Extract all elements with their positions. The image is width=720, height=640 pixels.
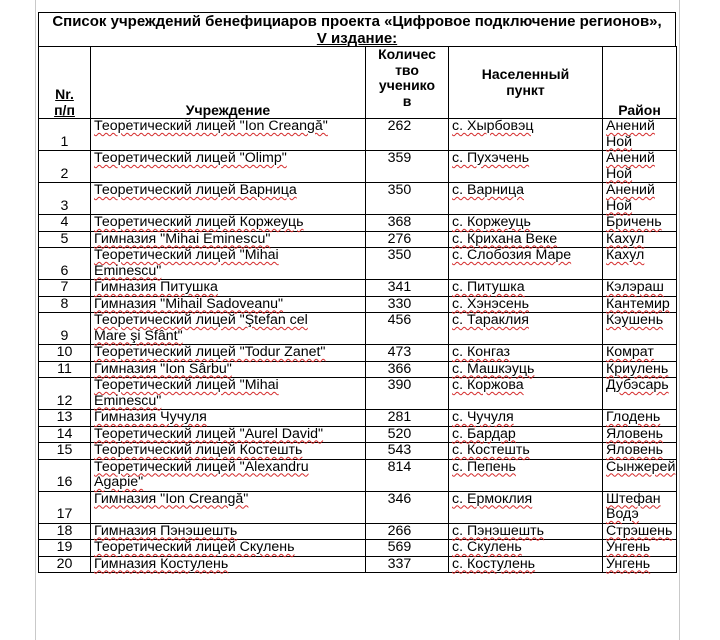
table-row	[39, 280, 677, 297]
student-count: 520	[366, 426, 449, 443]
row-number: 11	[39, 361, 91, 378]
district-name: Анений Ной	[603, 119, 677, 151]
row-number: 5	[39, 231, 91, 248]
institution-name: Теоретический лицей "Alexandru Agapie"	[91, 459, 366, 491]
institution-name: Гимназия Костулень	[91, 556, 366, 573]
district-name: Бричень	[603, 215, 677, 232]
district-name: Комрат	[603, 345, 677, 362]
district-name: Кантемир	[603, 296, 677, 313]
locality-name: с. Коржеуць	[449, 215, 603, 232]
page-margin-line-left	[35, 0, 36, 640]
locality-name: с. Варница	[449, 183, 603, 215]
institution-name: Гимназия "Mihai Eminescu"	[91, 231, 366, 248]
title-line-1: Список учреждений бенефициаров проекта «Цифровое подключение регионов»,	[52, 13, 662, 30]
student-count: 368	[366, 215, 449, 232]
district-name: Анений Ной	[603, 183, 677, 215]
locality-name: с. Костешть	[449, 443, 603, 460]
locality-name: с. Пухэчень	[449, 151, 603, 183]
institution-name: Теоретический лицей Коржеуць	[91, 215, 366, 232]
district-name: Яловень	[603, 426, 677, 443]
institution-name: Теоретический лицей "Olimp"	[91, 151, 366, 183]
locality-name: с. Слобозия Маре	[449, 248, 603, 280]
district-name: Яловень	[603, 443, 677, 460]
table-row	[39, 151, 677, 183]
student-count: 266	[366, 523, 449, 540]
institution-name: Теоретический лицей "Ştefan cel Mare şi Sfânt"	[91, 313, 366, 345]
student-count: 366	[366, 361, 449, 378]
table-row	[39, 443, 677, 460]
locality-name: с. Пепень	[449, 459, 603, 491]
institution-name: Гимназия "Mihail Sadoveanu"	[91, 296, 366, 313]
row-number: 17	[39, 491, 91, 523]
header-district: Район	[603, 47, 677, 119]
table-row	[39, 378, 677, 410]
locality-name: с. Питушка	[449, 280, 603, 297]
student-count: 276	[366, 231, 449, 248]
institution-name: Теоретический лицей "Aurel David"	[91, 426, 366, 443]
header-student-count: Количес тво ученико в	[366, 47, 449, 119]
district-name: Штефан Водэ	[603, 491, 677, 523]
locality-name: с. Скулень	[449, 540, 603, 557]
row-number: 6	[39, 248, 91, 280]
table-row	[39, 426, 677, 443]
institution-name: Теоретический лицей Варница	[91, 183, 366, 215]
table-row	[39, 540, 677, 557]
district-name: Анений Ной	[603, 151, 677, 183]
locality-name: с. Крихана Веке	[449, 231, 603, 248]
student-count: 350	[366, 248, 449, 280]
locality-name: с. Костулень	[449, 556, 603, 573]
row-number: 7	[39, 280, 91, 297]
student-count: 456	[366, 313, 449, 345]
student-count: 330	[366, 296, 449, 313]
institution-name: Теоретический лицей "Mihai Eminescu"	[91, 248, 366, 280]
table-row	[39, 410, 677, 427]
table-row	[39, 119, 677, 151]
table-row	[39, 296, 677, 313]
district-name: Дубэсарь	[603, 378, 677, 410]
table-row	[39, 215, 677, 232]
row-number: 13	[39, 410, 91, 427]
beneficiaries-table	[38, 46, 677, 573]
table-row	[39, 556, 677, 573]
institution-name: Теоретический лицей Скулень	[91, 540, 366, 557]
row-number: 2	[39, 151, 91, 183]
row-number: 1	[39, 119, 91, 151]
row-number: 14	[39, 426, 91, 443]
table-row	[39, 248, 677, 280]
institution-name: Гимназия "Ion Creangă"	[91, 491, 366, 523]
table-row	[39, 183, 677, 215]
locality-name: с. Тараклия	[449, 313, 603, 345]
student-count: 262	[366, 119, 449, 151]
district-name: Кэлэраш	[603, 280, 677, 297]
student-count: 350	[366, 183, 449, 215]
district-name: Кахул	[603, 248, 677, 280]
student-count: 346	[366, 491, 449, 523]
locality-name: с. Ермоклия	[449, 491, 603, 523]
row-number: 3	[39, 183, 91, 215]
student-count: 473	[366, 345, 449, 362]
student-count: 337	[366, 556, 449, 573]
header-row	[39, 47, 677, 119]
district-name: Сынжерей	[603, 459, 677, 491]
table-row	[39, 491, 677, 523]
row-number: 8	[39, 296, 91, 313]
student-count: 814	[366, 459, 449, 491]
district-name: Унгень	[603, 556, 677, 573]
locality-name: с. Конгаз	[449, 345, 603, 362]
row-number: 9	[39, 313, 91, 345]
locality-name: с. Коржова	[449, 378, 603, 410]
row-number: 20	[39, 556, 91, 573]
header-institution: Учреждение	[91, 47, 366, 119]
table-row	[39, 361, 677, 378]
title-line-2: V издание:	[316, 30, 398, 47]
district-name: Криулень	[603, 361, 677, 378]
header-locality: Населенный пункт	[449, 47, 603, 119]
student-count: 281	[366, 410, 449, 427]
district-name: Унгень	[603, 540, 677, 557]
locality-name: с. Хэнэсень	[449, 296, 603, 313]
institution-name: Теоретический лицей "Todur Zanet"	[91, 345, 366, 362]
row-number: 16	[39, 459, 91, 491]
district-name: Стрэшень	[603, 523, 677, 540]
student-count: 359	[366, 151, 449, 183]
row-number: 15	[39, 443, 91, 460]
district-name: Кахул	[603, 231, 677, 248]
row-number: 10	[39, 345, 91, 362]
student-count: 341	[366, 280, 449, 297]
student-count: 543	[366, 443, 449, 460]
table-row	[39, 459, 677, 491]
row-number: 12	[39, 378, 91, 410]
table-row	[39, 231, 677, 248]
locality-name: с. Хырбовэц	[449, 119, 603, 151]
institution-name: Теоретический лицей Костешть	[91, 443, 366, 460]
institution-name: Гимназия Питушка	[91, 280, 366, 297]
district-name: Глодень	[603, 410, 677, 427]
locality-name: с. Машкэуць	[449, 361, 603, 378]
locality-name: с. Пэнэшешть	[449, 523, 603, 540]
student-count: 390	[366, 378, 449, 410]
row-number: 4	[39, 215, 91, 232]
locality-name: с. Чучуля	[449, 410, 603, 427]
institution-name: Гимназия Пэнэшешть	[91, 523, 366, 540]
institution-name: Теоретический лицей "Ion Creangă"	[91, 119, 366, 151]
row-number: 18	[39, 523, 91, 540]
page-margin-line-right	[679, 0, 680, 640]
table-row	[39, 523, 677, 540]
table-row	[39, 345, 677, 362]
institution-name: Гимназия Чучуля	[91, 410, 366, 427]
table-row	[39, 313, 677, 345]
locality-name: с. Бардар	[449, 426, 603, 443]
header-number: Nr. п/п	[39, 47, 91, 119]
district-name: Кэушень	[603, 313, 677, 345]
student-count: 569	[366, 540, 449, 557]
document-title	[38, 12, 676, 47]
institution-name: Теоретический лицей "Mihai Eminescu"	[91, 378, 366, 410]
institution-name: Гимназия "Ion Sârbu"	[91, 361, 366, 378]
row-number: 19	[39, 540, 91, 557]
